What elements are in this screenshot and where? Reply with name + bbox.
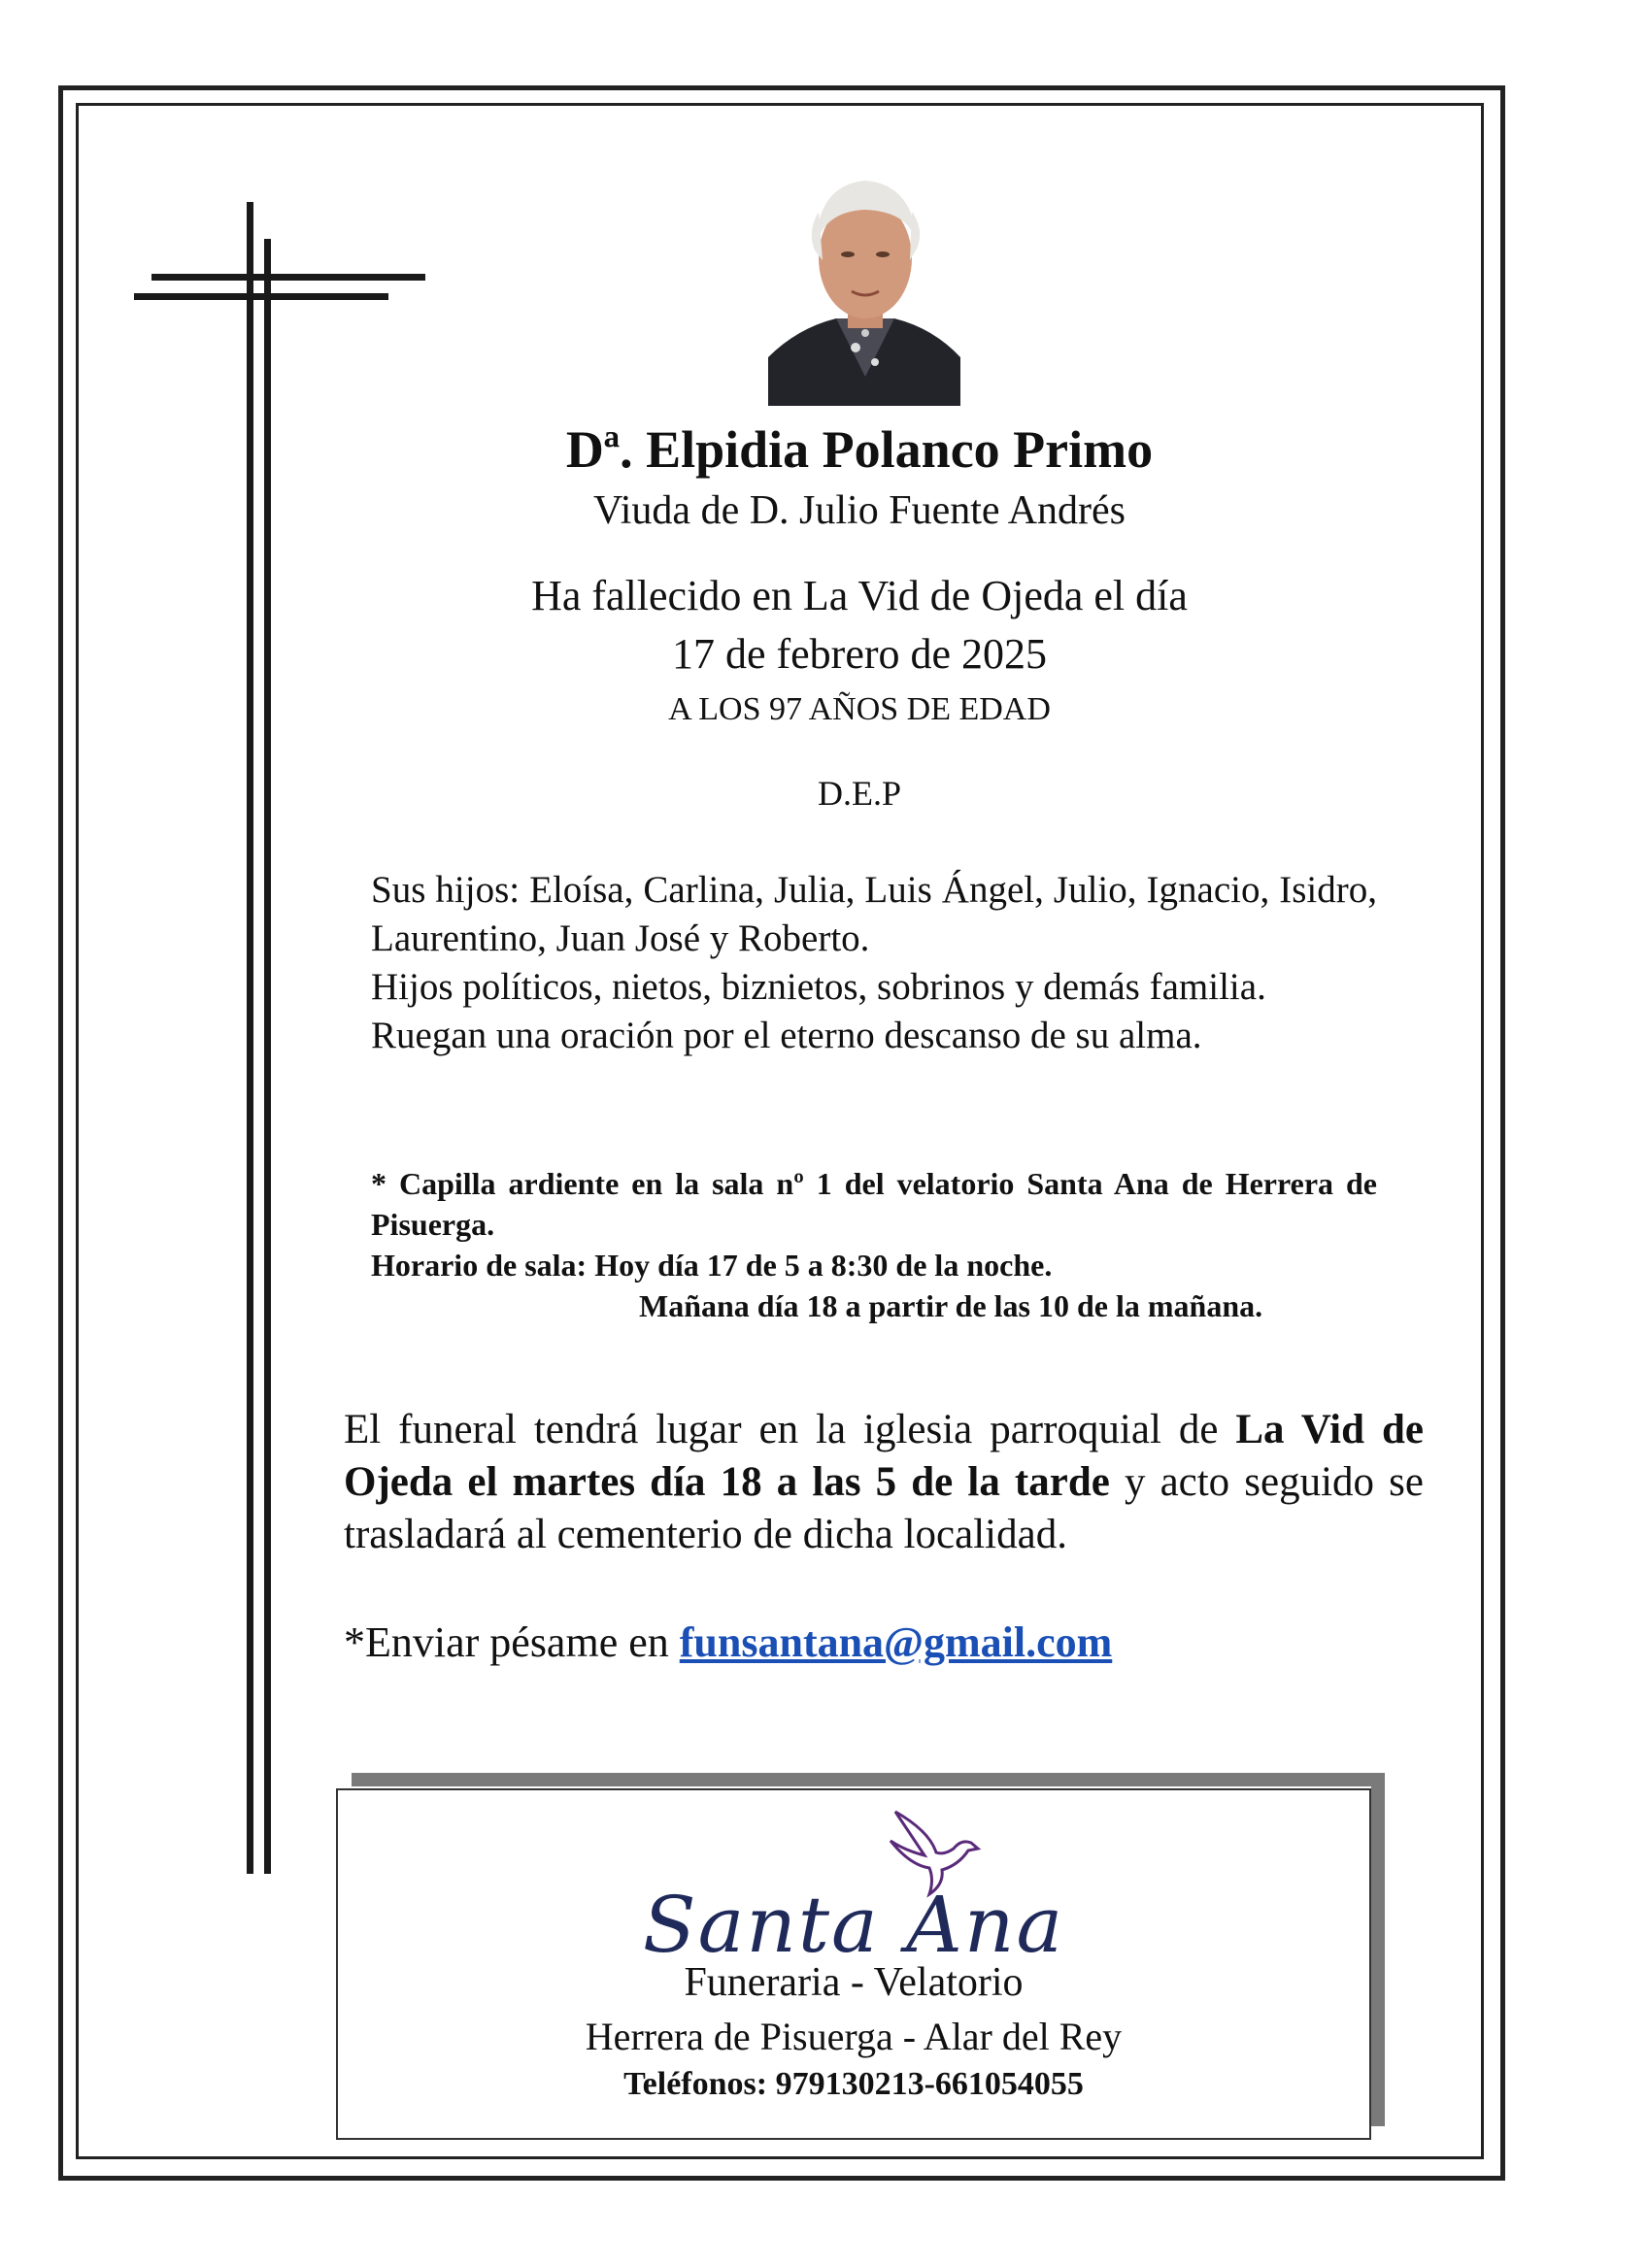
funeral-info <box>344 1404 1424 1561</box>
death-date: 17 de febrero de 2025 <box>671 630 1048 678</box>
death-place: Ha fallecido en La Vid de Ojeda el día <box>531 572 1188 619</box>
death-notice <box>320 567 1398 684</box>
age-line: A LOS 97 AÑOS DE EDAD <box>668 691 1051 727</box>
funeral-home-phones: Teléfonos: 979130213-661054055 <box>623 2066 1084 2102</box>
funeral-time-place: La Vid de Ojeda el martes día 18 a las 5 de la tarde <box>344 1407 1424 1505</box>
funeral-home-brand: Santa Ana <box>642 1880 1065 1970</box>
chapel-hours-tomorrow: Mañana día 18 a partir de las 10 de la mañana. <box>639 1288 1263 1323</box>
deceased-name <box>320 419 1398 480</box>
family-section <box>371 866 1377 1060</box>
dep-line: D.E.P <box>817 774 901 813</box>
relatives-list: Hijos políticos, nietos, biznietos, sobrinos y demás familia. <box>371 966 1266 1008</box>
condolence-email-link[interactable]: funsantana@gmail.com <box>679 1618 1113 1666</box>
name-text: . Elpidia Polanco Primo <box>620 420 1154 479</box>
funeral-home-type: Funeraria - Velatorio <box>684 1960 1024 2005</box>
condolence-label: *Enviar pésame en <box>344 1618 680 1666</box>
chapel-hours-today: Horario de sala: Hoy día 17 de 5 a 8:30 de la noche. <box>371 1248 1053 1283</box>
box-shadow-right <box>1371 1773 1385 2126</box>
widow-line: Viuda de D. Julio Fuente Andrés <box>592 488 1126 533</box>
box-shadow-top <box>352 1773 1385 1786</box>
condolence-line <box>344 1618 1112 1667</box>
chapel-section <box>371 1163 1377 1326</box>
name-prefix: Dª <box>565 420 621 479</box>
funeral-text-1: El funeral tendrá lugar en la iglesia parroquial de <box>344 1407 1236 1452</box>
funeral-home-locations: Herrera de Pisuerga - Alar del Rey <box>585 2015 1123 2058</box>
portrait-photo <box>768 173 960 406</box>
chapel-location: * Capilla ardiente en la sala nº 1 del velatorio Santa Ana de Herrera de Pisuerga. <box>371 1166 1377 1242</box>
funeral-text-2: y acto seguido se trasladará al cementerio de dicha localidad. <box>344 1459 1424 1557</box>
children-list: Sus hijos: Eloísa, Carlina, Julia, Luis Ángel, Julio, Ignacio, Isidro, Laurentino, Juan José y Roberto. <box>371 869 1377 959</box>
prayer-request: Ruegan una oración por el eterno descanso de su alma. <box>371 1015 1202 1056</box>
